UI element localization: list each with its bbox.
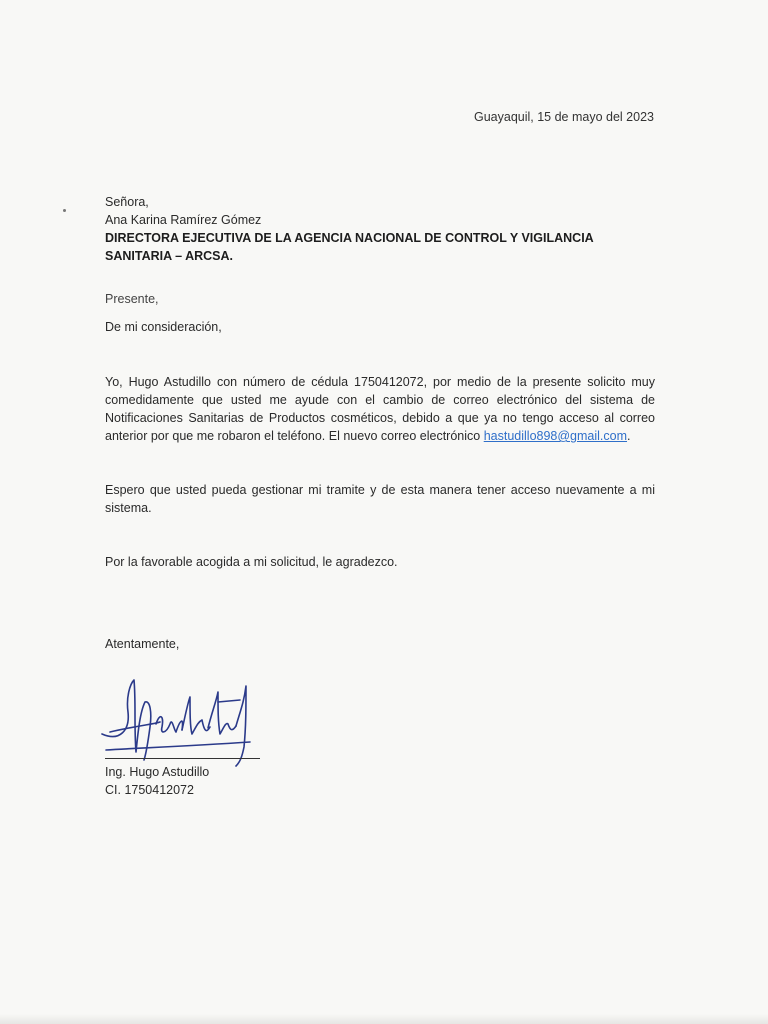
paragraph-request-text: Yo, Hugo Astudillo con número de cédula 1750412072, por medio de la presente solicito muy comedidamente que usted me ayude con el cambio de correo electrónico del sistema de Notificaciones Sanitarias de Productos cosméticos, debido a que ya no tengo acceso al correo anterior por que me robaron el teléfono. El nuevo correo electrónico bbox=[105, 375, 655, 443]
email-link[interactable]: hastudillo898@gmail.com bbox=[483, 429, 628, 443]
recipient-title: DIRECTORA EJECUTIVA DE LA AGENCIA NACIONAL DE CONTROL Y VIGILANCIA SANITARIA – ARCSA. bbox=[105, 231, 594, 263]
closing-line: Atentamente, bbox=[105, 637, 180, 651]
paragraph-request bbox=[105, 373, 655, 445]
presente-line: Presente, bbox=[105, 292, 159, 306]
signature-line bbox=[105, 758, 260, 759]
paragraph-hope: Espero que usted pueda gestionar mi tramite y de esta manera tener acceso nuevamente a mi sistema. bbox=[105, 483, 655, 515]
paragraph-thanks: Por la favorable acogida a mi solicitud, le agradezco. bbox=[105, 555, 398, 569]
addressee-block bbox=[105, 193, 655, 265]
handwritten-signature bbox=[100, 672, 270, 772]
paragraph-request-end: . bbox=[627, 429, 631, 443]
scan-speck bbox=[63, 209, 66, 212]
page-bottom-edge bbox=[0, 1014, 768, 1024]
date-line: Guayaquil, 15 de mayo del 2023 bbox=[474, 110, 654, 124]
salutation: Señora, bbox=[105, 195, 149, 209]
signer-block bbox=[105, 763, 655, 799]
recipient-name: Ana Karina Ramírez Gómez bbox=[105, 213, 262, 227]
signer-name: Ing. Hugo Astudillo bbox=[105, 765, 210, 779]
consideracion-line: De mi consideración, bbox=[105, 320, 222, 334]
signer-id: CI. 1750412072 bbox=[105, 783, 194, 797]
